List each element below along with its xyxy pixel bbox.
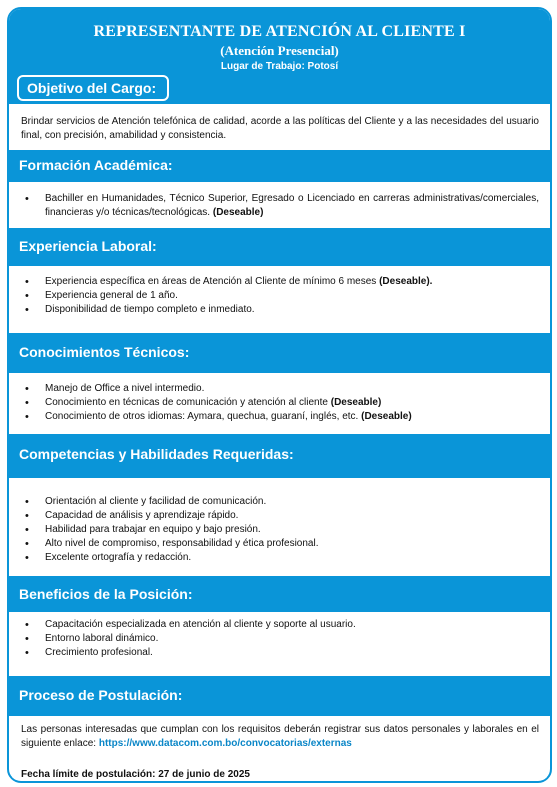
list-item-text: Capacitación especializada en atención al cliente y soporte al usuario. xyxy=(45,619,356,630)
list-item xyxy=(21,551,539,565)
formacion-heading: Formación Académica: xyxy=(9,150,550,182)
job-location: Lugar de Trabajo: Potosí xyxy=(220,61,339,72)
list-item xyxy=(21,289,539,303)
list-item-text: Experiencia específica en áreas de Atención al Cliente de mínimo 6 meses xyxy=(45,276,377,287)
experiencia-list xyxy=(21,275,539,317)
list-item xyxy=(21,632,539,646)
application-link[interactable]: https://www.datacom.com.bo/convocatorias/externas xyxy=(98,738,352,749)
beneficios-heading: Beneficios de la Posición: xyxy=(9,576,550,612)
deseable-note: (Deseable) xyxy=(330,397,382,408)
objetivo-box xyxy=(12,104,547,149)
list-item xyxy=(21,303,539,317)
application-deadline: Fecha límite de postulación: 27 de junio de 2025 xyxy=(21,769,250,780)
list-item-text: Orientación al cliente y facilidad de comunicación. xyxy=(45,496,267,507)
list-item-text: Disponibilidad de tiempo completo e inmediato. xyxy=(45,304,255,315)
list-item-text: Bachiller en Humanidades, Técnico Superior, Egresado o Licenciado en carreras administrativas/comerciales, financieras y/o técnicas/tecnológicas. xyxy=(45,193,539,218)
header-band xyxy=(9,9,550,104)
proceso-instructions: Las personas interesadas que cumplan con los requisitos deberán registrar sus datos personales y laborales en el siguiente enlace: xyxy=(21,724,539,749)
objetivo-text: Brindar servicios de Atención telefónica de calidad, acorde a las políticas del Cliente y a las necesidades del usuario final, con precisión, amabilidad y consistencia. xyxy=(21,116,539,141)
list-item xyxy=(21,618,539,632)
list-item xyxy=(21,495,539,509)
deseable-note: (Deseable) xyxy=(212,207,264,218)
formacion-box xyxy=(12,182,547,227)
list-item xyxy=(21,523,539,537)
competencias-box xyxy=(12,478,547,575)
deseable-note: (Deseable) xyxy=(361,411,412,422)
list-item xyxy=(21,509,539,523)
list-item-text: Crecimiento profesional. xyxy=(45,647,153,658)
list-item-text: Manejo de Office a nivel intermedio. xyxy=(45,383,205,394)
list-item xyxy=(21,537,539,551)
deseable-note: (Deseable). xyxy=(379,276,433,287)
job-posting-card xyxy=(7,7,552,783)
beneficios-box xyxy=(12,612,547,675)
list-item xyxy=(21,396,539,410)
list-item-text: Excelente ortografía y redacción. xyxy=(45,552,192,563)
list-item-text: Habilidad para trabajar en equipo y bajo presión. xyxy=(45,524,261,535)
experiencia-box xyxy=(12,266,547,332)
formacion-list xyxy=(21,192,539,220)
job-modality: (Atención Presencial) xyxy=(220,43,339,58)
proceso-heading: Proceso de Postulación: xyxy=(9,676,550,716)
list-item xyxy=(21,646,539,660)
list-item-text: Experiencia general de 1 año. xyxy=(45,290,178,301)
proceso-text xyxy=(21,723,539,751)
experiencia-heading: Experiencia Laboral: xyxy=(9,228,550,266)
list-item xyxy=(21,192,539,220)
competencias-list xyxy=(21,495,539,565)
objetivo-heading: Objetivo del Cargo: xyxy=(17,75,169,101)
list-item-text: Capacidad de análisis y aprendizaje rápido. xyxy=(45,510,239,521)
list-item xyxy=(21,275,539,289)
list-item-text: Conocimiento de otros idiomas: Aymara, quechua, guaraní, inglés, etc. xyxy=(45,411,359,422)
list-item xyxy=(21,410,539,424)
beneficios-list xyxy=(21,618,539,660)
list-item-text: Conocimiento en técnicas de comunicación y atención al cliente xyxy=(45,397,328,408)
conocimientos-list xyxy=(21,382,539,424)
proceso-box xyxy=(12,716,547,780)
conocimientos-box xyxy=(12,373,547,433)
conocimientos-heading: Conocimientos Técnicos: xyxy=(9,333,550,373)
list-item-text: Entorno laboral dinámico. xyxy=(45,633,159,644)
job-title: REPRESENTANTE DE ATENCIÓN AL CLIENTE I xyxy=(93,23,466,40)
list-item-text: Alto nivel de compromiso, responsabilidad y ética profesional. xyxy=(45,538,319,549)
competencias-heading: Competencias y Habilidades Requeridas: xyxy=(9,434,550,478)
list-item xyxy=(21,382,539,396)
